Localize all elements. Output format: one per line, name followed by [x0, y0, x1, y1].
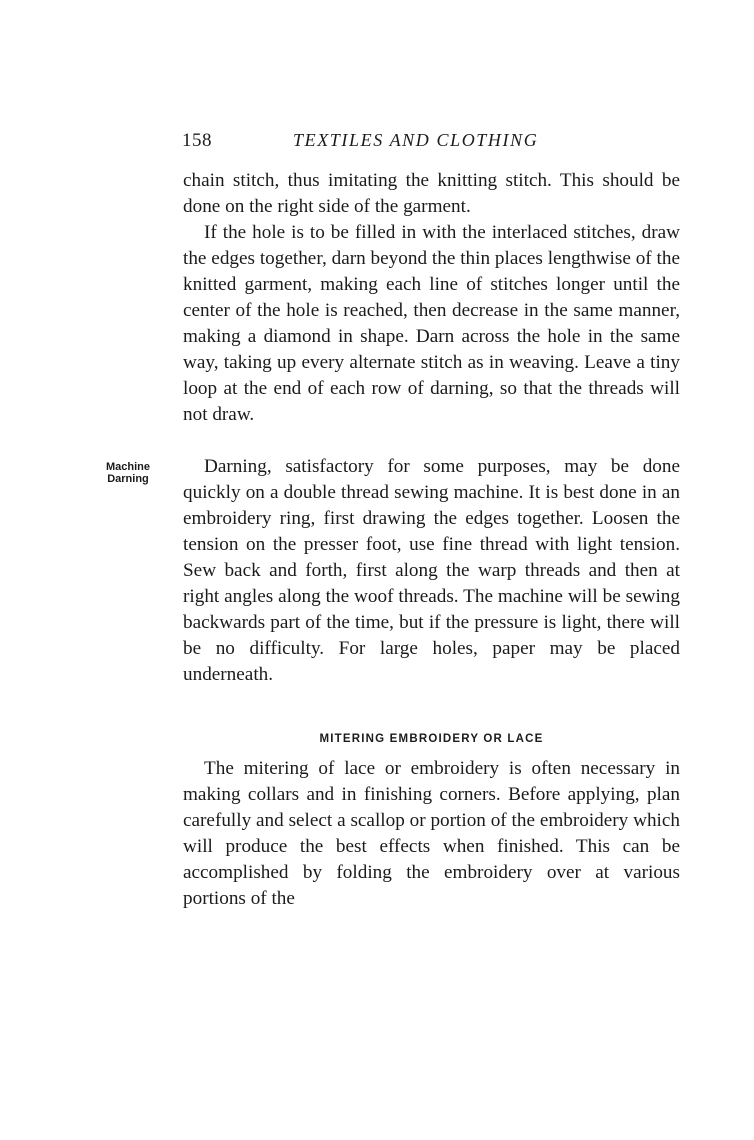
paragraph-interlaced-stitches: If the hole is to be filled in with the interlaced stitches, draw the edges together, darn beyond the thin places lengthwise of the knitted garment, making each line of stitches longer until the center of the hole is reached, then decrease in the same manner, making a diamond in shape. Darn across the hole in the same way, taking up every alternate stitch as in weaving. Leave a tiny loop at the end of each row of darning, so that the threads will not draw. [183, 222, 680, 425]
text-block-machine-darning [183, 454, 680, 688]
margin-note-line: Darning [107, 473, 149, 485]
text-block-upper [183, 168, 680, 428]
paragraph-machine-darning: Darning, satisfactory for some purposes, may be done quickly on a double thread sewing machine. It is best done in an embroidery ring, first drawing the edges together. Loosen the tension on the presser foot, use fine thread with light tension. Sew back and forth, first along the warp threads and then at right angles along the woof threads. The machine will be sewing backwards part of the time, but if the pressure is light, there will be no difficulty. For large holes, paper may be placed underneath. [183, 456, 680, 685]
margin-note-line: Machine [105, 461, 150, 473]
paragraph-mitering: The mitering of lace or embroidery is often necessary in making collars and in finishing corners. Before applying, plan carefully and select a scallop or portion of the embroidery which will produce the best effects when finished. This can be accomplished by folding the embroidery over at various portions of the [183, 758, 680, 909]
margin-note-machine-darning [96, 461, 160, 485]
text-block-mitering [183, 756, 680, 912]
running-head-title: TEXTILES AND CLOTHING [293, 130, 539, 150]
section-heading: MITERING EMBROIDERY OR LACE [319, 733, 544, 745]
paragraph-continuation: chain stitch, thus imitating the knitting stitch. This should be done on the right side of the garment. [183, 170, 680, 217]
page-number: 158 [182, 130, 212, 151]
